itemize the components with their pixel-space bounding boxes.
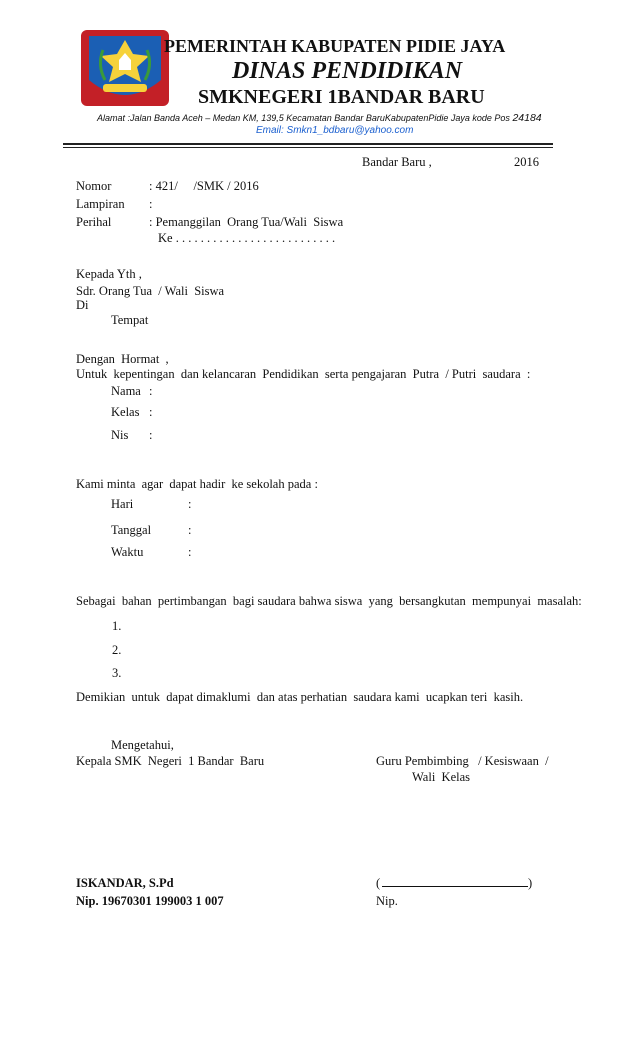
problem-item-3: 3. (112, 666, 122, 680)
recipient-line-2: Sdr. Orang Tua / Wali Siswa (76, 284, 225, 298)
date-year: 2016 (514, 155, 539, 169)
lampiran-value: : (149, 197, 153, 211)
nomor-value: : 421/ /SMK / 2016 (149, 179, 259, 193)
field-colon-nis: : (149, 428, 153, 442)
address-text: Alamat :Jalan Banda Aceh – Medan KM, 139,5 Kecamatan Bandar BaruKabupatenPidie Jaya kode Pos (97, 113, 510, 123)
field-label-nis: Nis (111, 428, 129, 442)
header-rule (63, 143, 553, 145)
intro-text: Untuk kepentingan dan kelancaran Pendidikan serta pengajaran Putra / Putri saudara : (76, 367, 531, 381)
closing-text: Demikian untuk dapat dimaklumi dan atas perhatian saudara kami ucapkan teri kasih. (76, 690, 524, 704)
problem-item-2: 2. (112, 643, 122, 657)
regency-emblem-icon (75, 20, 175, 110)
school-name: SMKNEGERI 1BANDAR BARU (198, 86, 485, 108)
principal-name: ISKANDAR, S.Pd (76, 876, 174, 890)
counselor-title: Guru Pembimbing / Kesiswaan / (376, 754, 549, 768)
place-label: Bandar Baru , (362, 155, 432, 169)
counselor-nip: Nip. (376, 894, 398, 908)
field-colon-nama: : (149, 384, 153, 398)
government-name: PEMERINTAH KABUPATEN PIDIE JAYA (164, 36, 506, 56)
field-label-kelas: Kelas (111, 405, 140, 419)
consideration-text: Sebagai bahan pertimbangan bagi saudara bahwa siswa yang bersangkutan mempunyai masalah: (76, 594, 582, 608)
recipient-line-3: Di (76, 298, 89, 312)
counselor-title-2: Wali Kelas (412, 770, 471, 784)
request-text: Kami minta agar dapat hadir ke sekolah pada : (76, 477, 318, 491)
signature-paren-close: ) (528, 876, 533, 890)
field-label-nama: Nama (111, 384, 141, 398)
field-colon-hari: : (188, 497, 192, 511)
recipient-line-4: Tempat (111, 313, 149, 327)
acknowledge-label: Mengetahui, (111, 738, 174, 752)
field-label-hari: Hari (111, 497, 134, 511)
principal-nip: Nip. 19670301 199003 1 007 (76, 894, 224, 908)
signature-paren-open: ( (376, 876, 381, 890)
header-rule-thin (63, 147, 553, 148)
nomor-label: Nomor (76, 179, 112, 193)
field-label-tanggal: Tanggal (111, 523, 152, 537)
field-colon-waktu: : (188, 545, 192, 559)
lampiran-label: Lampiran (76, 197, 125, 211)
perihal-value: : Pemanggilan Orang Tua/Wali Siswa (149, 215, 344, 229)
field-label-waktu: Waktu (111, 545, 144, 559)
recipient-line-1: Kepada Yth , (76, 267, 142, 281)
signature-name-line (382, 886, 528, 887)
postal-code: 24184 (512, 112, 542, 124)
greeting: Dengan Hormat , (76, 352, 169, 366)
field-colon-tanggal: : (188, 523, 192, 537)
principal-title: Kepala SMK Negeri 1 Bandar Baru (76, 754, 265, 768)
school-address (97, 112, 542, 124)
perihal-continuation: Ke . . . . . . . . . . . . . . . . . . . . . . . . . . (158, 231, 336, 245)
field-colon-kelas: : (149, 405, 153, 419)
department-name: DINAS PENDIDIKAN (232, 58, 463, 84)
perihal-label: Perihal (76, 215, 112, 229)
school-email: Email: Smkn1_bdbaru@yahoo.com (256, 125, 414, 136)
problem-item-1: 1. (112, 619, 122, 633)
